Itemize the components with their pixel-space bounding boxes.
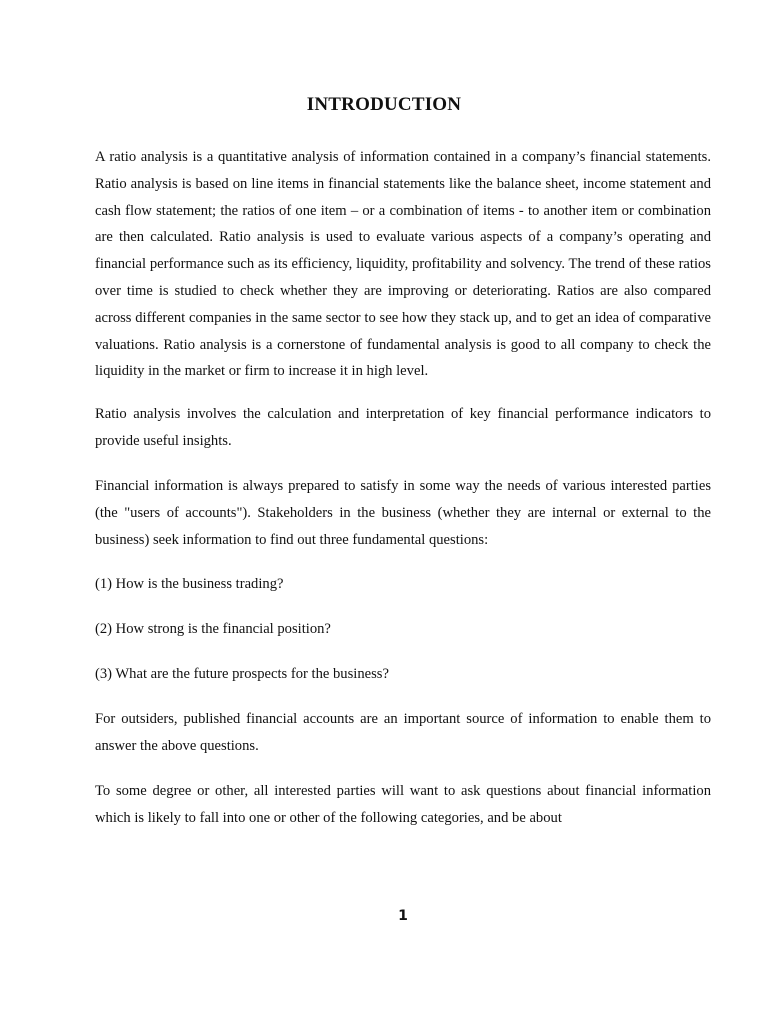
paragraph-interested-parties: To some degree or other, all interested parties will want to ask questions about financial information which is likely to fall into one or other of the following categories, and be about xyxy=(95,783,711,826)
page-title: INTRODUCTION xyxy=(306,94,462,115)
paragraph-ratio-analysis-definition: A ratio analysis is a quantitative analysis of information contained in a company’s financial statements. Ratio analysis is based on line items in financial statements like the balance sheet, income statement and cash flow statement; the ratios of one item – or a combination of items - to another item or combination are then calculated. Ratio analysis is used to evaluate various aspects of a company’s operating and financial performance such as its efficiency, liquidity, profitability and solvency. The trend of these ratios over time is studied to check whether they are improving or deteriorating. Ratios are also compared across different companies in the same sector to see how they stack up, and to get an idea of comparative valuations. Ratio analysis is a cornerstone of fundamental analysis is good to all company to check the liquidity in the market or firm to increase it in high level. xyxy=(95,149,711,380)
question-item-1: (1) How is the business trading? xyxy=(95,576,284,592)
page-number: 1 xyxy=(398,908,408,924)
question-item-3: (3) What are the future prospects for the business? xyxy=(95,666,389,682)
paragraph-outsiders: For outsiders, published financial accounts are an important source of information to enable them to answer the above questions. xyxy=(95,711,711,754)
paragraph-ratio-analysis-involves: Ratio analysis involves the calculation and interpretation of key financial performance indicators to provide useful insights. xyxy=(95,406,711,449)
question-item-2: (2) How strong is the financial position? xyxy=(95,621,331,637)
paragraph-financial-information: Financial information is always prepared to satisfy in some way the needs of various interested parties (the "users of accounts"). Stakeholders in the business (whether they are internal or external to the business) seek information to find out three fundamental questions: xyxy=(95,478,711,548)
